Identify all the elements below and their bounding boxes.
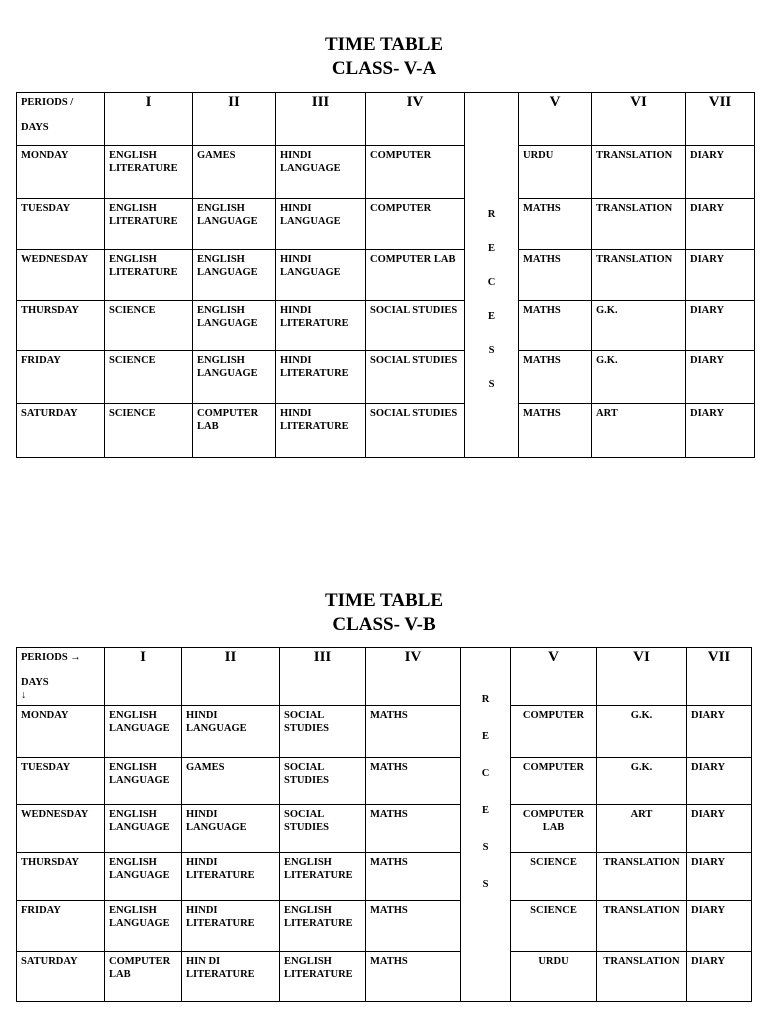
subject-cell: GAMES — [182, 758, 280, 805]
subject-cell: SOCIAL STUDIES — [366, 301, 465, 351]
subject-cell: HINDI LITERATURE — [276, 301, 366, 351]
period-header: VI — [597, 648, 687, 706]
timetable-b-class: CLASS- V-B — [332, 614, 436, 635]
table-row — [17, 351, 755, 404]
subject-cell: SOCIAL STUDIES — [280, 805, 366, 853]
subject-cell: COMPUTER — [511, 758, 597, 805]
period-header: VI — [592, 93, 686, 146]
day-cell: MONDAY — [17, 706, 105, 758]
table-row — [17, 146, 755, 199]
recess-letter: E — [487, 311, 495, 322]
header-periods-label: PERIODS / — [21, 97, 74, 108]
subject-cell: SOCIAL STUDIES — [366, 351, 465, 404]
subject-cell: G.K. — [592, 301, 686, 351]
subject-cell: G.K. — [592, 351, 686, 404]
header-periods-label: PERIODS → — [21, 652, 81, 663]
day-cell: MONDAY — [17, 146, 105, 199]
periods-days-header — [17, 93, 105, 146]
recess-letter: R — [481, 694, 490, 705]
table-row — [17, 706, 752, 758]
recess-letter: S — [488, 379, 495, 390]
subject-cell: HINDI LITERATURE — [182, 853, 280, 901]
day-cell: TUESDAY — [17, 758, 105, 805]
subject-cell: SCIENCE — [105, 301, 193, 351]
subject-cell: MATHS — [366, 758, 461, 805]
down-arrow: ↓ — [21, 690, 27, 701]
recess-column — [461, 648, 511, 1002]
subject-cell: COMPUTER LAB — [511, 805, 597, 853]
day-cell: FRIDAY — [17, 351, 105, 404]
subject-cell: DIARY — [686, 250, 755, 301]
subject-cell: ENGLISH LANGUAGE — [105, 853, 182, 901]
subject-cell: HINDI LANGUAGE — [276, 199, 366, 250]
subject-cell: ENGLISH LITERATURE — [280, 901, 366, 952]
recess-letter: S — [488, 345, 495, 356]
table-row — [17, 404, 755, 458]
subject-cell: DIARY — [686, 199, 755, 250]
subject-cell: SOCIAL STUDIES — [280, 706, 366, 758]
subject-cell: MATHS — [519, 250, 592, 301]
subject-cell: MATHS — [519, 351, 592, 404]
subject-cell: MATHS — [366, 952, 461, 1002]
table-row — [17, 758, 752, 805]
subject-cell: COMPUTER LAB — [366, 250, 465, 301]
period-header: VII — [687, 648, 752, 706]
subject-cell: SCIENCE — [511, 853, 597, 901]
period-header: I — [105, 93, 193, 146]
subject-cell: GAMES — [193, 146, 276, 199]
recess-letter: E — [481, 731, 489, 742]
subject-cell: DIARY — [686, 404, 755, 458]
subject-cell: TRANSLATION — [592, 146, 686, 199]
subject-cell: DIARY — [687, 853, 752, 901]
table-row — [17, 805, 752, 853]
period-header: V — [519, 93, 592, 146]
recess-letter: R — [487, 209, 496, 220]
subject-cell: HINDI LITERATURE — [276, 404, 366, 458]
subject-cell: TRANSLATION — [592, 199, 686, 250]
recess-letter: E — [481, 805, 489, 816]
subject-cell: DIARY — [687, 706, 752, 758]
subject-cell: ENGLISH LANGUAGE — [193, 199, 276, 250]
timetable-a — [16, 92, 755, 458]
subject-cell: ENGLISH LITERATURE — [280, 952, 366, 1002]
subject-cell: ENGLISH LANGUAGE — [193, 250, 276, 301]
period-header: V — [511, 648, 597, 706]
header-days-label: DAYS — [21, 122, 49, 133]
table-row — [17, 901, 752, 952]
period-header: VII — [686, 93, 755, 146]
subject-cell: HINDI LANGUAGE — [276, 146, 366, 199]
period-header: I — [105, 648, 182, 706]
day-cell: FRIDAY — [17, 901, 105, 952]
subject-cell: ENGLISH LANGUAGE — [105, 706, 182, 758]
subject-cell: SOCIAL STUDIES — [366, 404, 465, 458]
subject-cell: DIARY — [687, 901, 752, 952]
recess-column — [465, 93, 519, 458]
subject-cell: SOCIAL STUDIES — [280, 758, 366, 805]
subject-cell: MATHS — [519, 199, 592, 250]
subject-cell: HIN DI LITERATURE — [182, 952, 280, 1002]
day-cell: SATURDAY — [17, 952, 105, 1002]
subject-cell: DIARY — [686, 351, 755, 404]
subject-cell: ENGLISH LITERATURE — [280, 853, 366, 901]
table-row — [17, 301, 755, 351]
subject-cell: TRANSLATION — [597, 952, 687, 1002]
timetable-b-title: TIME TABLE — [324, 590, 444, 611]
recess-letter: C — [481, 768, 490, 779]
table-row — [17, 853, 752, 901]
table-row — [17, 199, 755, 250]
subject-cell: ENGLISH LANGUAGE — [105, 758, 182, 805]
subject-cell: DIARY — [687, 805, 752, 853]
header-days-label: DAYS — [21, 677, 49, 688]
timetable-a-title: TIME TABLE — [324, 34, 444, 55]
subject-cell: ENGLISH LITERATURE — [105, 199, 193, 250]
period-header: IV — [366, 93, 465, 146]
table-row — [17, 952, 752, 1002]
recess-letter: S — [482, 879, 489, 890]
subject-cell: ENGLISH LANGUAGE — [105, 901, 182, 952]
subject-cell: COMPUTER — [366, 146, 465, 199]
subject-cell: TRANSLATION — [592, 250, 686, 301]
subject-cell: MATHS — [366, 901, 461, 952]
subject-cell: MATHS — [519, 404, 592, 458]
subject-cell: ENGLISH LITERATURE — [105, 250, 193, 301]
day-cell: THURSDAY — [17, 301, 105, 351]
period-header: IV — [366, 648, 461, 706]
recess-letter: E — [487, 243, 495, 254]
period-header: III — [276, 93, 366, 146]
timetable-b — [16, 647, 752, 1002]
subject-cell: ENGLISH LANGUAGE — [193, 301, 276, 351]
day-cell: WEDNESDAY — [17, 805, 105, 853]
subject-cell: HINDI LANGUAGE — [182, 805, 280, 853]
day-cell: SATURDAY — [17, 404, 105, 458]
subject-cell: ENGLISH LANGUAGE — [105, 805, 182, 853]
subject-cell: URDU — [519, 146, 592, 199]
timetable-a-class: CLASS- V-A — [331, 58, 437, 79]
subject-cell: URDU — [511, 952, 597, 1002]
subject-cell: TRANSLATION — [597, 901, 687, 952]
periods-days-header — [17, 648, 105, 706]
subject-cell: MATHS — [519, 301, 592, 351]
subject-cell: HINDI LITERATURE — [182, 901, 280, 952]
subject-cell: ART — [592, 404, 686, 458]
table-row — [17, 250, 755, 301]
day-cell: TUESDAY — [17, 199, 105, 250]
subject-cell: COMPUTER LAB — [105, 952, 182, 1002]
subject-cell: ART — [597, 805, 687, 853]
subject-cell: HINDI LANGUAGE — [276, 250, 366, 301]
day-cell: THURSDAY — [17, 853, 105, 901]
subject-cell: HINDI LANGUAGE — [182, 706, 280, 758]
subject-cell: MATHS — [366, 853, 461, 901]
subject-cell: MATHS — [366, 805, 461, 853]
subject-cell: TRANSLATION — [597, 853, 687, 901]
subject-cell: COMPUTER — [366, 199, 465, 250]
subject-cell: G.K. — [597, 706, 687, 758]
subject-cell: MATHS — [366, 706, 461, 758]
period-header: III — [280, 648, 366, 706]
subject-cell: SCIENCE — [105, 351, 193, 404]
subject-cell: COMPUTER LAB — [193, 404, 276, 458]
subject-cell: DIARY — [686, 301, 755, 351]
subject-cell: SCIENCE — [511, 901, 597, 952]
recess-letter: C — [487, 277, 496, 288]
subject-cell: COMPUTER — [511, 706, 597, 758]
subject-cell: HINDI LITERATURE — [276, 351, 366, 404]
subject-cell: DIARY — [687, 952, 752, 1002]
subject-cell: DIARY — [686, 146, 755, 199]
period-header: II — [193, 93, 276, 146]
period-header: II — [182, 648, 280, 706]
subject-cell: G.K. — [597, 758, 687, 805]
subject-cell: ENGLISH LANGUAGE — [193, 351, 276, 404]
subject-cell: ENGLISH LITERATURE — [105, 146, 193, 199]
subject-cell: DIARY — [687, 758, 752, 805]
subject-cell: SCIENCE — [105, 404, 193, 458]
day-cell: WEDNESDAY — [17, 250, 105, 301]
recess-letter: S — [482, 842, 489, 853]
